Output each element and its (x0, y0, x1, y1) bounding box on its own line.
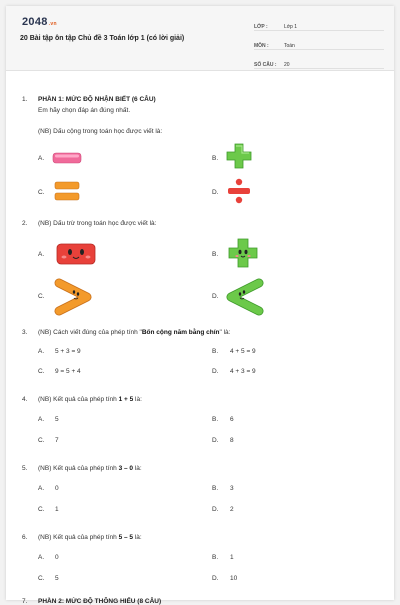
section-title: PHẦN 1: MỨC ĐỘ NHẬN BIẾT (6 CÂU) (38, 96, 156, 103)
section-title: PHẦN 2: MỨC ĐỘ THÔNG HIỂU (8 CÂU) (38, 598, 162, 605)
option-letter: A. (38, 251, 45, 258)
question-number: 6. (22, 534, 28, 541)
option-text[interactable]: 0 (55, 554, 59, 561)
option-text[interactable]: 5 (55, 416, 59, 423)
document-title: 20 Bài tập ôn tập Chủ đề 3 Toán lớp 1 (có lời giải) (20, 35, 185, 42)
option-letter: B. (212, 416, 219, 423)
option-text[interactable]: 2 (230, 506, 234, 513)
option-letter: B. (212, 554, 219, 561)
option-letter: C. (38, 293, 45, 300)
option-text[interactable]: 10 (230, 575, 238, 582)
option-text[interactable]: 9 = 5 + 4 (55, 368, 81, 375)
option-letter: C. (38, 437, 45, 444)
meta-value: Toán (284, 43, 295, 49)
question-number: 5. (22, 465, 28, 472)
orange-greater-than-face-icon[interactable] (56, 280, 90, 314)
question-number: 7. (22, 598, 28, 605)
question-text: (NB) Dấu trừ trong toán học được viết là: (38, 220, 157, 227)
meta-row-count (254, 54, 384, 69)
red-minus-face-icon[interactable] (56, 242, 96, 266)
option-text[interactable]: 5 + 3 = 9 (55, 348, 81, 355)
option-letter: B. (212, 348, 219, 355)
meta-key: SỐ CÂU : (254, 62, 277, 68)
meta-value: Lớp 1 (284, 24, 298, 30)
option-letter: B. (212, 485, 219, 492)
section-instruction: Em hãy chọn đáp án đúng nhất. (38, 107, 131, 114)
option-letter: A. (38, 485, 45, 492)
document-meta (254, 16, 384, 73)
option-letter: C. (38, 575, 45, 582)
question-number: 4. (22, 396, 28, 403)
option-text[interactable]: 8 (230, 437, 234, 444)
option-letter: A. (38, 416, 45, 423)
green-less-than-face-icon[interactable] (228, 280, 262, 314)
question-text: (NB) Kết quả của phép tính 1 + 5 là: (38, 396, 142, 403)
question-number: 3. (22, 329, 28, 336)
question-text: (NB) Cách viết đúng của phép tính "Bốn cộng năm bằng chín" là: (38, 329, 231, 336)
option-text[interactable]: 1 (230, 554, 234, 561)
option-letter: A. (38, 554, 45, 561)
option-text[interactable]: 4 + 3 = 9 (230, 368, 256, 375)
red-division-icon[interactable] (227, 178, 251, 204)
option-letter: B. (212, 251, 219, 258)
meta-key: LỚP : (254, 24, 268, 30)
option-letter: D. (212, 293, 219, 300)
option-letter: D. (212, 368, 219, 375)
meta-row-subject (254, 35, 384, 50)
green-plus-icon[interactable] (226, 143, 252, 169)
document-page (6, 6, 394, 605)
meta-row-class (254, 16, 384, 31)
option-text[interactable]: 1 (55, 506, 59, 513)
site-logo[interactable]: 2048.vn (22, 16, 57, 28)
question-number: 2. (22, 220, 28, 227)
option-text[interactable]: 3 (230, 485, 234, 492)
option-letter: C. (38, 506, 45, 513)
option-letter: D. (212, 437, 219, 444)
question-text: (NB) Dấu cộng trong toán học được viết là: (38, 128, 163, 135)
question-number: 1. (22, 96, 28, 103)
option-text[interactable]: 6 (230, 416, 234, 423)
option-letter: A. (38, 155, 45, 162)
option-letter: C. (38, 189, 45, 196)
option-letter: D. (212, 189, 219, 196)
question-text: (NB) Kết quả của phép tính 5 – 5 là: (38, 534, 142, 541)
option-letter: B. (212, 155, 219, 162)
green-plus-face-icon[interactable] (228, 238, 258, 268)
option-letter: D. (212, 506, 219, 513)
option-text[interactable]: 5 (55, 575, 59, 582)
orange-equals-icon[interactable] (54, 180, 80, 202)
option-text[interactable]: 0 (55, 485, 59, 492)
meta-key: MÔN : (254, 43, 269, 49)
option-letter: A. (38, 348, 45, 355)
option-letter: D. (212, 575, 219, 582)
question-text: (NB) Kết quả của phép tính 3 – 0 là: (38, 465, 142, 472)
option-letter: C. (38, 368, 45, 375)
option-text[interactable]: 7 (55, 437, 59, 444)
option-text[interactable]: 4 + 5 = 9 (230, 348, 256, 355)
document-header (6, 6, 394, 71)
meta-value: 20 (284, 62, 290, 68)
pink-bar-icon[interactable] (52, 152, 82, 164)
